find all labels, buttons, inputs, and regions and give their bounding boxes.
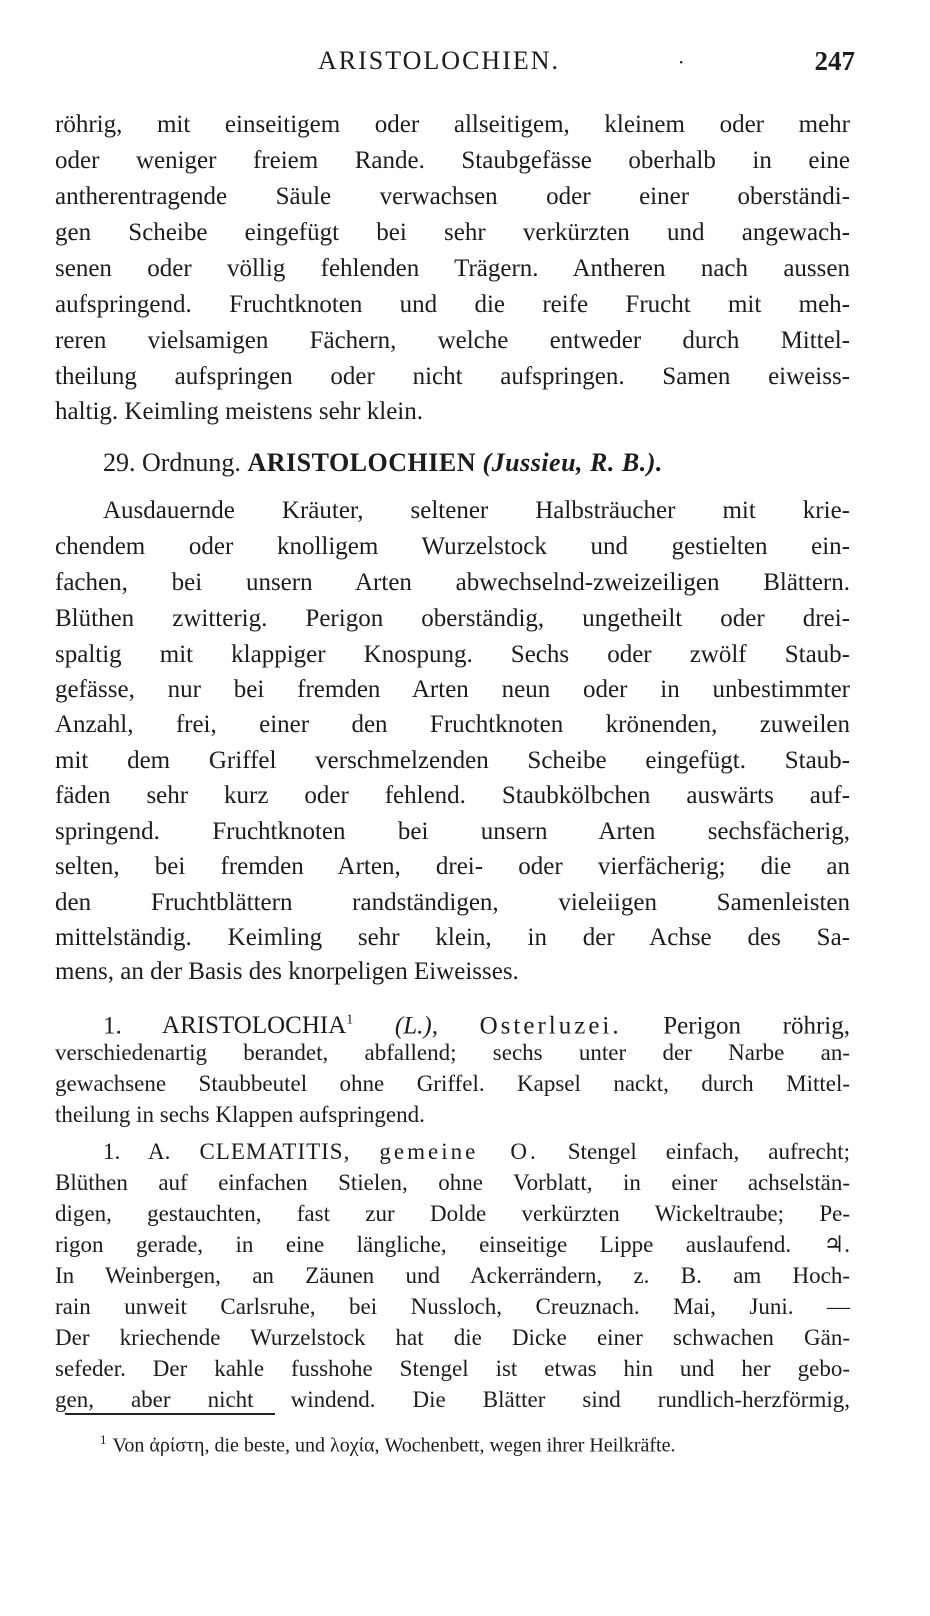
genus-authority: (L.), bbox=[394, 1012, 438, 1040]
text-line: theilung aufspringen oder nicht aufspringen. Samen eiweiss- bbox=[55, 363, 850, 390]
footnote-text: Von ἀρίστη, die beste, und λοχία, Wochenbett, wegen ihrer Heilkräfte. bbox=[112, 1434, 676, 1457]
footnote-ref: 1 bbox=[346, 1013, 354, 1028]
text-line: spaltig mit klappiger Knospung. Sechs oder zwölf Staub- bbox=[55, 641, 850, 668]
text-line: reren vielsamigen Fächern, welche entweder durch Mittel- bbox=[55, 327, 850, 354]
text-line: rain unweit Carlsruhe, bei Nussloch, Creuznach. Mai, Juni. — bbox=[55, 1294, 850, 1319]
text-line: antherentragende Säule verwachsen oder einer oberständi- bbox=[55, 183, 850, 210]
text-line: aufspringend. Fruchtknoten und die reife Frucht mit meh- bbox=[55, 291, 850, 318]
genus-first-line bbox=[103, 1004, 850, 1038]
text-line: mittelständig. Keimling sehr klein, in der Achse des Sa- bbox=[55, 924, 850, 951]
text-line: Der kriechende Wurzelstock hat die Dicke einer schwachen Gän- bbox=[55, 1325, 850, 1350]
text-line: gen Scheibe eingefügt bei sehr verkürzten und angewach- bbox=[55, 219, 850, 246]
text-line: mens, an der Basis des knorpeligen Eiweisses. bbox=[55, 958, 519, 985]
page-number: 247 bbox=[814, 46, 855, 76]
order-number: 29. Ordnung. bbox=[103, 448, 241, 477]
genus-common-name: Osterluzei. bbox=[479, 1012, 622, 1040]
text-line: rigon gerade, in eine längliche, einseitige Lippe auslaufend. ♃. bbox=[55, 1232, 850, 1257]
text-line: verschiedenartig berandet, abfallend; sechs unter der Narbe an- bbox=[55, 1040, 850, 1065]
text-line: oder weniger freiem Rande. Staubgefässe oberhalb in eine bbox=[55, 147, 850, 174]
genus-number: 1. bbox=[103, 1012, 122, 1040]
genus-text: Perigon röhrig, bbox=[663, 1012, 851, 1040]
text-line: röhrig, mit einseitigem oder allseitigem, kleinem oder mehr bbox=[55, 111, 850, 138]
running-head bbox=[55, 46, 855, 86]
footnote-marker: 1 bbox=[100, 1432, 107, 1447]
order-name: ARISTOLOCHIEN bbox=[247, 448, 476, 477]
species-text: Stengel einfach, aufrecht; bbox=[567, 1139, 850, 1164]
text-line: Blüthen auf einfachen Stielen, ohne Vorblatt, in einer achselstän- bbox=[55, 1170, 850, 1195]
genus-name: ARISTOLOCHIA$^1$ bbox=[162, 1012, 354, 1040]
footnote bbox=[100, 1432, 675, 1458]
text-line: senen oder völlig fehlenden Trägern. Antheren nach aussen bbox=[55, 255, 850, 282]
text-line: digen, gestauchten, fast zur Dolde verkürzten Wickeltraube; Pe- bbox=[55, 1201, 850, 1226]
text-line: sefeder. Der kahle fusshohe Stengel ist etwas hin und her gebo- bbox=[55, 1356, 850, 1381]
text-line: Blüthen zwitterig. Perigon oberständig, ungetheilt oder drei- bbox=[55, 605, 850, 632]
order-authority: (Jussieu, R. B.). bbox=[482, 448, 663, 477]
text-line: selten, bei fremden Arten, drei- oder vierfächerig; die an bbox=[55, 853, 850, 880]
order-heading bbox=[103, 446, 850, 480]
text-line: haltig. Keimling meistens sehr klein. bbox=[55, 398, 423, 425]
text-line: den Fruchtblättern randständigen, vieleiigen Samenleisten bbox=[55, 889, 850, 916]
text-line: gen, aber nicht windend. Die Blätter sind rundlich-herzförmig, bbox=[55, 1387, 850, 1412]
footnote-rule bbox=[65, 1413, 275, 1415]
species-number: 1. A. bbox=[103, 1139, 171, 1164]
header-separator: · bbox=[678, 50, 685, 74]
text-line: theilung in sechs Klappen aufspringend. bbox=[55, 1102, 425, 1127]
text-line: In Weinbergen, an Zäunen und Ackerrändern, z. B. am Hoch- bbox=[55, 1263, 850, 1288]
species-first-line bbox=[103, 1137, 850, 1167]
text-line: gefässe, nur bei fremden Arten neun oder in unbestimmter bbox=[55, 676, 850, 703]
text-line: mit dem Griffel verschmelzenden Scheibe eingefügt. Staub- bbox=[55, 747, 850, 774]
species-common-name: gemeine O. bbox=[379, 1139, 539, 1164]
text-line: springend. Fruchtknoten bei unsern Arten sechsfächerig, bbox=[55, 818, 850, 845]
text-line: Ausdauernde Kräuter, seltener Halbsträucher mit krie- bbox=[103, 497, 850, 524]
text-line: chendem oder knolligem Wurzelstock und gestielten ein- bbox=[55, 533, 850, 560]
text-line: gewachsene Staubbeutel ohne Griffel. Kapsel nackt, durch Mittel- bbox=[55, 1071, 850, 1096]
species-name: CLEMATITIS, bbox=[199, 1139, 351, 1164]
text-line: fachen, bei unsern Arten abwechselnd-zweizeiligen Blättern. bbox=[55, 569, 850, 596]
text-line: fäden sehr kurz oder fehlend. Staubkölbchen auswärts auf- bbox=[55, 782, 850, 809]
running-title: ARISTOLOCHIEN. bbox=[318, 46, 561, 75]
text-line: Anzahl, frei, einer den Fruchtknoten krönenden, zuweilen bbox=[55, 711, 850, 738]
